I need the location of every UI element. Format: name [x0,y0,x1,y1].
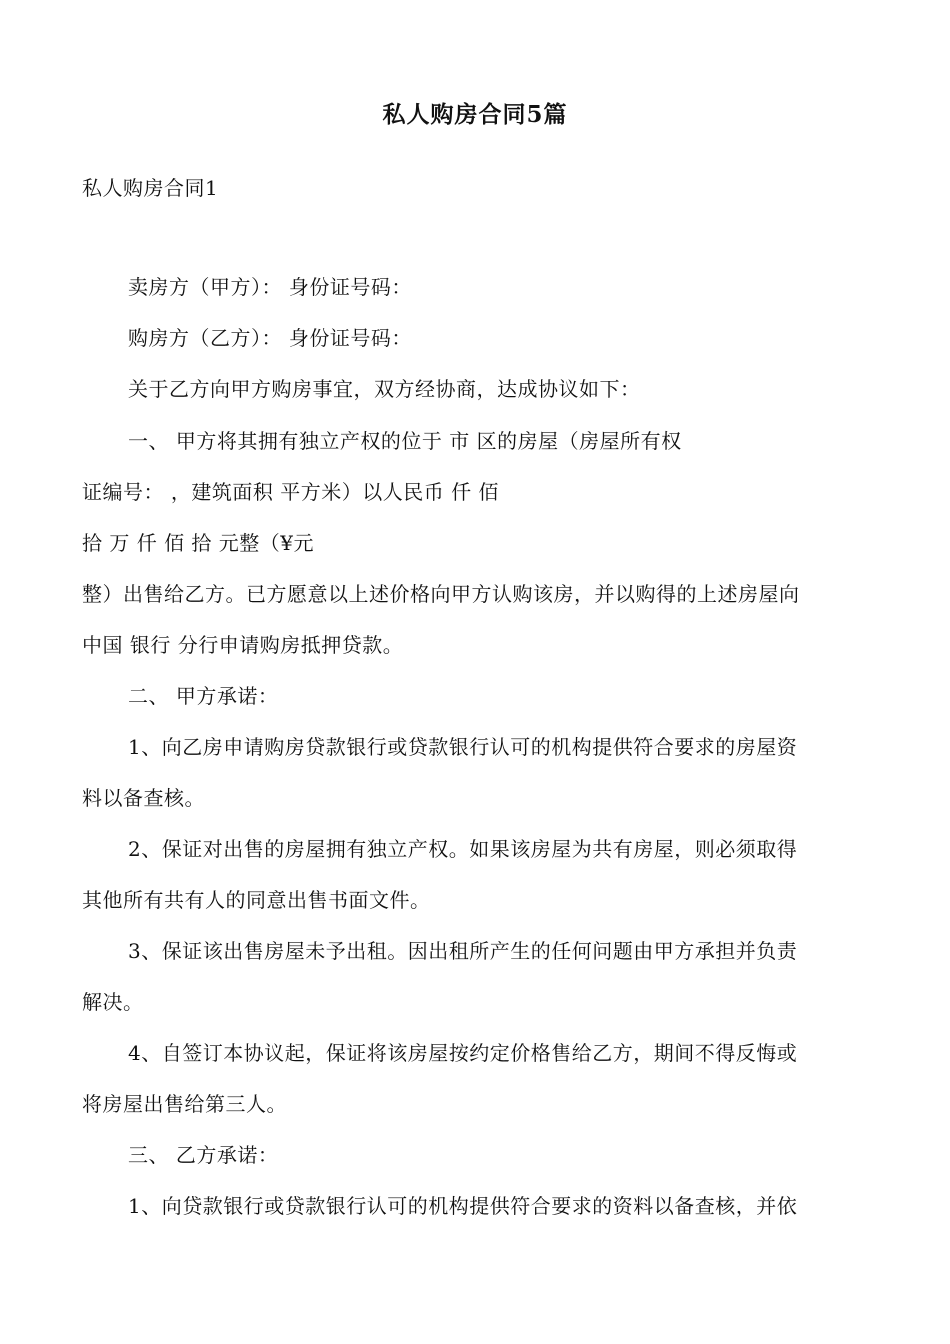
section-2-item-4-line-2: 将房屋出售给第三人。 [82,1092,287,1116]
section-2-item-2-line-1: 2、保证对出售的房屋拥有独立产权。如果该房屋为共有房屋，则必须取得 [128,837,798,861]
clause-1-line-5: 中国 银行 分行申请购房抵押贷款。 [82,633,404,657]
agreement-intro: 关于乙方向甲方购房事宜，双方经协商，达成协议如下： [128,377,641,401]
section-2-item-4-line-1: 4、自签订本协议起，保证将该房屋按约定价格售给乙方，期间不得反悔或 [128,1041,798,1065]
section-2-item-2-line-2: 其他所有共有人的同意出售书面文件。 [82,888,431,912]
section-3-heading: 三、 乙方承诺： [128,1143,279,1167]
clause-1-line-2: 证编号： ，建筑面积 平方米）以人民币 仟 佰 [82,480,499,504]
section-2-item-3-line-2: 解决。 [82,990,144,1014]
section-3-item-1-line-1: 1、向贷款银行或贷款银行认可的机构提供符合要求的资料以备查核，并依 [128,1194,798,1218]
clause-1-line-3: 拾 万 仟 佰 拾 元整（¥元 [82,531,315,555]
section-2-item-1-line-1: 1、向乙房申请购房贷款银行或贷款银行认可的机构提供符合要求的房屋资 [128,735,798,759]
section-2-item-3-line-1: 3、保证该出售房屋未予出租。因出租所产生的任何问题由甲方承担并负责 [128,939,798,963]
document-title: 私人购房合同5篇 [382,101,568,128]
buyer-line: 购房方（乙方）： 身份证号码： [128,326,412,350]
contract-heading: 私人购房合同1 [82,176,219,200]
section-2-item-1-line-2: 料以备查核。 [82,786,205,810]
clause-1-line-1: 一、 甲方将其拥有独立产权的位于 市 区的房屋（房屋所有权 [128,429,682,453]
seller-line: 卖房方（甲方）： 身份证号码： [128,275,412,299]
section-2-heading: 二、 甲方承诺： [128,684,279,708]
clause-1-line-4: 整）出售给乙方。已方愿意以上述价格向甲方认购该房，并以购得的上述房屋向 [82,582,800,606]
